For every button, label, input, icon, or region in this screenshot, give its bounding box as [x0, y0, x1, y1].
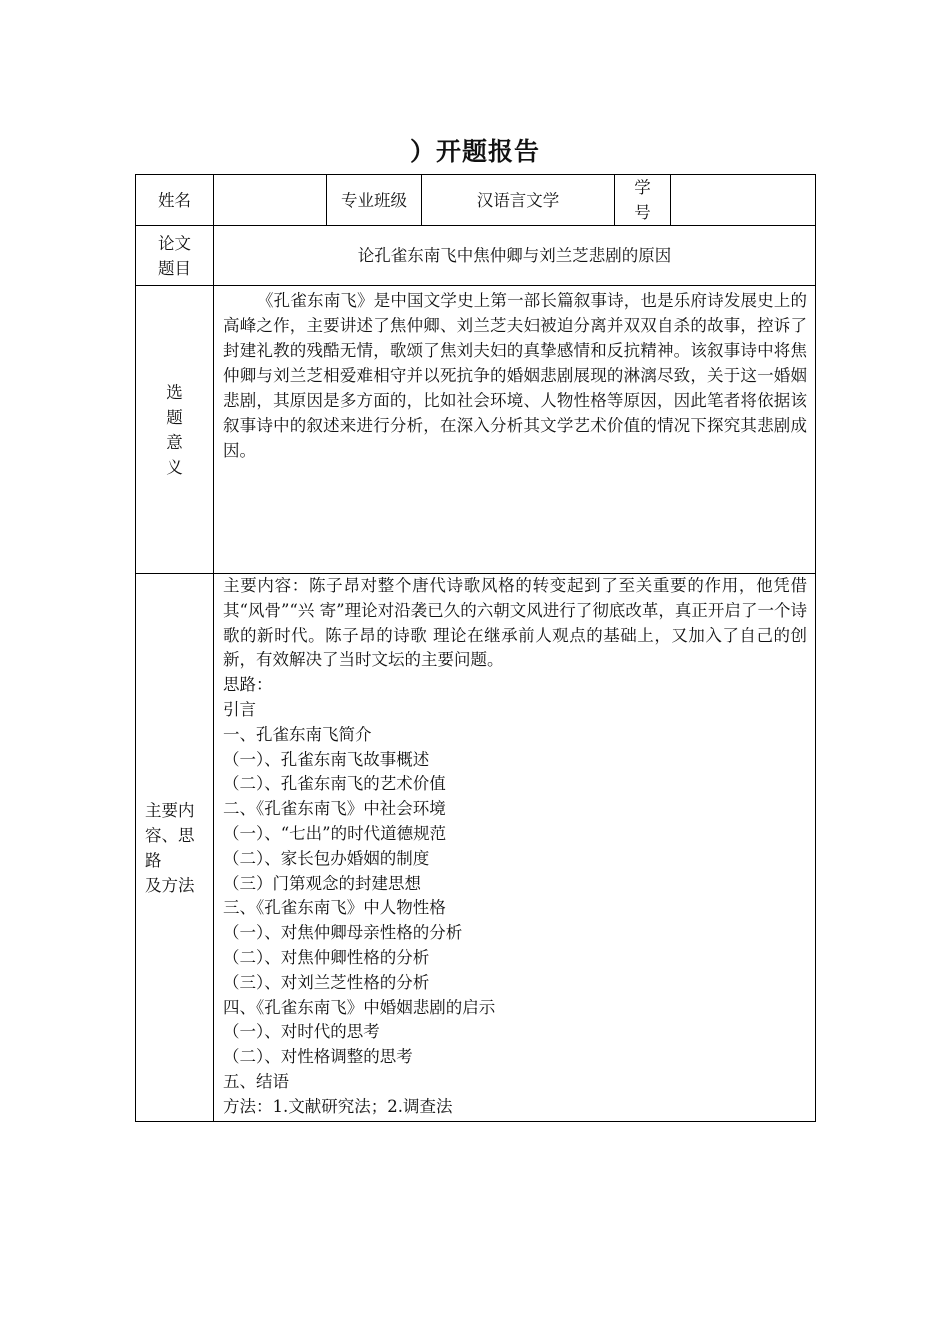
outline-line: （三）、对刘兰芝性格的分析 [223, 972, 430, 992]
thesis-label-line-1: 论文 [158, 233, 191, 253]
significance-text: 《孔雀东南飞》是中国文学史上第一部长篇叙事诗，也是乐府诗发展史上的高峰之作，主要讲述了焦仲卿、刘兰芝夫妇被迫分离并双双自杀的故事，控诉了封建礼教的残酷无情，歌颂了焦刘夫妇的真挚感情和反抗精神。该叙事诗中将焦仲卿与刘兰芝相爱难相守并以死抗争的婚姻悲剧展现的淋漓尽致，关于这一婚姻悲剧，其原因是多方面的，比如社会环境、人物性格等原因，因此笔者将依据该叙事诗中的叙述来进行分析，在深入分析其文学艺术价值的情况下探究其悲剧成因。 [223, 291, 807, 460]
significance-label [136, 286, 214, 574]
student-id-value-cell [671, 175, 816, 226]
outline-line: （一）、孔雀东南飞故事概述 [223, 749, 430, 769]
class-value: 汉语言文学 [422, 175, 615, 226]
outline-line: （二）、孔雀东南飞的艺术价值 [223, 774, 446, 794]
significance-cell [214, 286, 816, 574]
page-title: ）开题报告 [409, 137, 540, 166]
outline-line: （一）、对焦仲卿母亲性格的分析 [223, 923, 463, 943]
significance-label-char: 题 [166, 407, 183, 427]
significance-label-char: 意 [166, 432, 183, 452]
student-id-label-char-1: 学 [634, 178, 651, 197]
outline-line: 引言 [223, 699, 256, 719]
outline-line: （二）、对性格调整的思考 [223, 1047, 413, 1067]
methods-line: 方法：1.文献研究法；2.调查法 [223, 1096, 453, 1116]
outline-line: （一）、对时代的思考 [223, 1022, 380, 1042]
name-value-cell [214, 175, 327, 226]
significance-label-char: 选 [166, 382, 183, 402]
thesis-label [136, 226, 214, 286]
outline-line: 一、孔雀东南飞简介 [223, 724, 372, 744]
outline-line: 思路： [223, 675, 273, 695]
outline-line: （二）、家长包办婚姻的制度 [223, 848, 430, 868]
outline-line: 三、《孔雀东南飞》中人物性格 [223, 898, 446, 918]
main-content-label-line: 容、思 [145, 825, 195, 845]
thesis-title: 论孔雀东南飞中焦仲卿与刘兰芝悲剧的原因 [214, 226, 816, 286]
main-content-label-line: 路 [145, 850, 162, 870]
main-content-label-line: 及方法 [145, 875, 195, 895]
thesis-row [136, 226, 816, 286]
main-content-row [136, 574, 816, 1122]
student-id-label-char-2: 号 [634, 203, 651, 222]
main-content-label [136, 574, 214, 1122]
main-content-summary: 主要内容：陈子昂对整个唐代诗歌风格的转变起到了至关重要的作用，他凭借其“风骨”“兴 寄”理论对沿袭已久的六朝文风进行了彻底改革，真正开启了一个诗歌的新时代。陈子昂的诗歌 理论在继承前人观点的基础上，又加入了自己的创新，有效解决了当时文坛的主要问题。 [223, 576, 807, 670]
outline-line: （一）、“七出”的时代道德规范 [223, 823, 447, 843]
name-label: 姓名 [136, 175, 214, 226]
class-label: 专业班级 [327, 175, 422, 226]
outline-line: 二、《孔雀东南飞》中社会环境 [223, 799, 446, 819]
significance-row [136, 286, 816, 574]
info-row [136, 175, 816, 226]
report-table [135, 174, 816, 1122]
outline-line: （三）门第观念的封建思想 [223, 873, 421, 893]
outline-line: 四、《孔雀东南飞》中婚姻悲剧的启示 [223, 997, 496, 1017]
significance-label-char: 义 [166, 457, 183, 477]
thesis-label-line-2: 题目 [158, 258, 191, 278]
student-id-label [615, 175, 671, 226]
main-content-cell [214, 574, 816, 1122]
main-content-label-line: 主要内 [145, 800, 195, 820]
outline-line: （二）、对焦仲卿性格的分析 [223, 947, 430, 967]
outline-line: 五、结语 [223, 1071, 289, 1091]
